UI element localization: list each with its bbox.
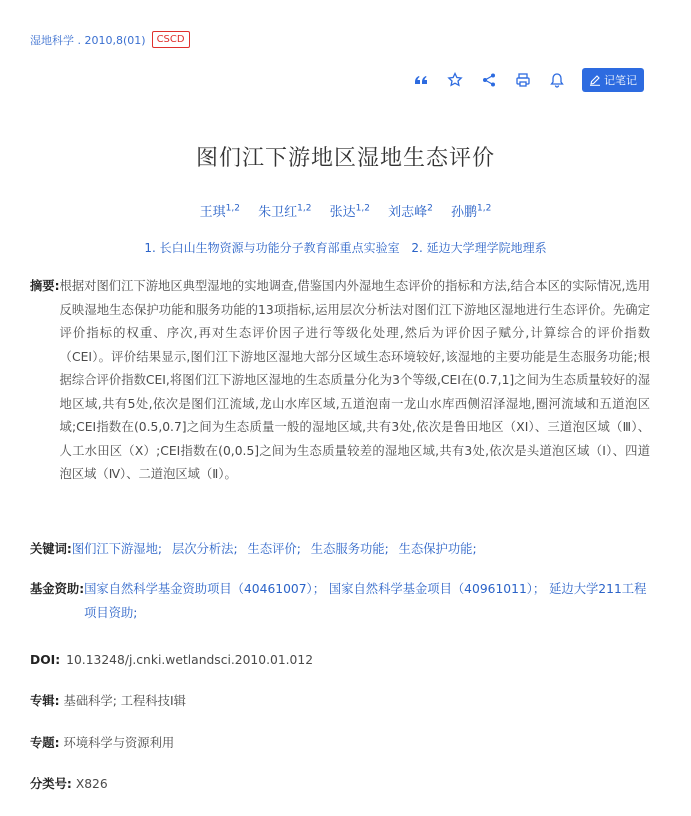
classification-label: 分类号: — [30, 777, 72, 791]
funding-text[interactable]: 国家自然科学基金资助项目（40461007）； 国家自然科学基金项目（40961011）； 延边大学211工程项目资助; — [84, 582, 647, 620]
keyword-link[interactable]: 生态保护功能; — [398, 542, 477, 556]
source-line — [30, 31, 190, 48]
funding-section — [30, 578, 650, 625]
series-label: 专辑: — [30, 694, 60, 708]
topic-value: 环境科学与资源利用 — [63, 736, 175, 750]
take-note-label: 记笔记 — [604, 74, 637, 87]
classification-section — [30, 773, 650, 797]
doi-value: 10.13248/j.cnki.wetlandsci.2010.01.012 — [66, 653, 314, 667]
doi-label: DOI: — [30, 653, 61, 667]
classification-value: X826 — [75, 777, 108, 791]
author-list — [0, 201, 691, 220]
bell-icon[interactable] — [548, 71, 566, 89]
cscd-badge: CSCD — [152, 31, 190, 48]
author-link[interactable]: 孙鹏$^{1,2}$ — [451, 203, 492, 220]
paper-title: 图们江下游地区湿地生态评价 — [195, 146, 495, 171]
topic-label: 专题: — [30, 736, 60, 750]
keyword-link[interactable]: 生态评价; — [247, 542, 301, 556]
series-value: 基础科学; 工程科技Ⅰ辑 — [63, 694, 186, 708]
series-section — [30, 690, 650, 714]
author-link[interactable]: 刘志峰$^2$ — [388, 203, 433, 220]
author-link[interactable]: 朱卫红$^{1,2}$ — [258, 203, 312, 220]
doi-section — [30, 649, 650, 673]
affiliation-link[interactable]: 1. 长白山生物资源与功能分子教育部重点实验室 — [144, 241, 400, 255]
abstract-label: 摘要: — [30, 279, 60, 293]
abstract-text: 根据对图们江下游地区典型湿地的实地调查,借鉴国内外湿地生态评价的指标和方法,结合本区的实际情况,选用反映湿地生态保护功能和服务功能的13项指标,运用层次分析法对图们江下游地区湿地进行生态评价。先确定评价指标的权重、序次,再对生态评价因子进行等级化处理,然后为评价因子赋分,计算综合的评价指数（CEI）。评价结果显示,图们江下游地区湿地大部分区域生态环境较好,该湿地的主要功能是生态服务功能;根据综合评价指数CEI,将图们江下游地区湿地的生态质量分化为3个等级,CEI在(0.7,1]之间为生态质量较好的湿地区域,共有5处,依次是图们江流域,龙山水库区域,五道泡南一龙山水库西侧沼泽湿地,圈河流域和五道泡区域;CEI指数在(0.5,0.7]之间为生态质量一般的湿地区域,共有3处,依次是鲁田地区（XI）、三道泡区域（Ⅲ）、人工水田区（X）;CEI指数在(0,0.5]之间为生态质量较差的湿地区域,共有3处,依次是头道泡区域（Ⅰ）、四道泡区域（Ⅳ）、二道泡区域（Ⅱ）。 — [59, 279, 650, 481]
keywords-label: 关键词: — [30, 542, 72, 556]
take-note-button[interactable] — [582, 68, 644, 92]
affiliation-list — [0, 239, 691, 256]
keywords-section — [30, 538, 650, 562]
author-link[interactable]: 张达$^{1,2}$ — [329, 203, 370, 220]
share-icon[interactable] — [480, 71, 498, 89]
abstract-section — [30, 275, 650, 487]
keyword-link[interactable]: 图们江下游湿地; — [71, 542, 163, 556]
quote-icon[interactable] — [412, 71, 430, 89]
toolbar — [396, 68, 644, 92]
journal-link[interactable]: 湿地科学 . 2010,8(01) — [30, 33, 146, 47]
funding-label: 基金资助: — [30, 582, 85, 596]
affiliation-link[interactable]: 2. 延边大学理学院地理系 — [411, 241, 547, 255]
keyword-link[interactable]: 层次分析法; — [171, 542, 238, 556]
print-icon[interactable] — [514, 71, 532, 89]
topic-section — [30, 732, 650, 756]
pencil-icon — [589, 74, 601, 86]
author-link[interactable]: 王琪$^{1,2}$ — [199, 203, 240, 220]
star-icon[interactable] — [446, 71, 464, 89]
keyword-link[interactable]: 生态服务功能; — [310, 542, 389, 556]
